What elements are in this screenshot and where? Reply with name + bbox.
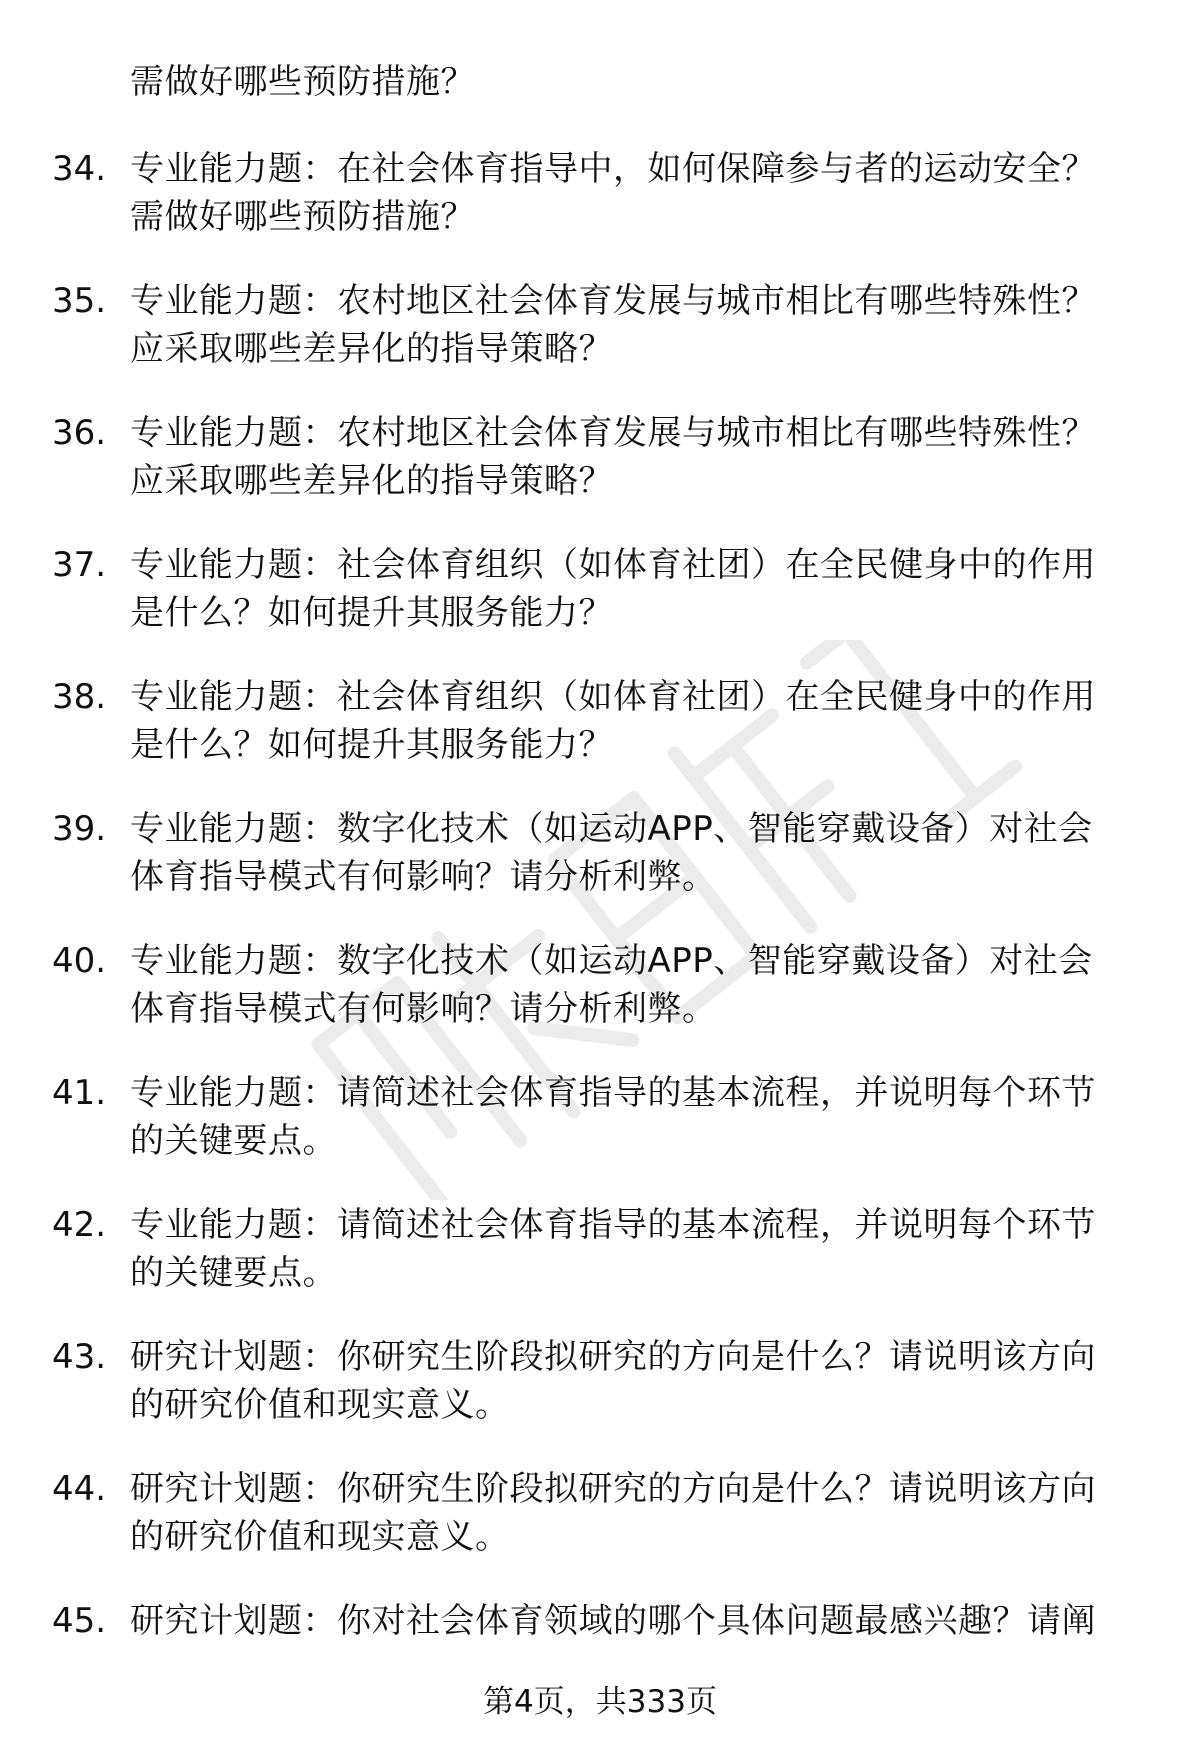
question-text [130, 409, 1140, 505]
question-line: 研究计划题：你对社会体育领域的哪个具体问题最感兴趣？请阐 [130, 1601, 1096, 1641]
question-line: 专业能力题：数字化技术（如运动APP、智能穿戴设备）对社会 [130, 809, 1093, 849]
question-number: 43. [52, 1337, 107, 1377]
question-text [130, 1465, 1140, 1561]
question-line: 是什么？如何提升其服务能力？ [130, 593, 613, 633]
question-line: 的研究价值和现实意义。 [130, 1517, 510, 1557]
question-number: 34. [52, 149, 107, 189]
question-line: 专业能力题：在社会体育指导中，如何保障参与者的运动安全？ [130, 149, 1096, 189]
question-item [0, 805, 1200, 937]
question-line: 的研究价值和现实意义。 [130, 1385, 510, 1425]
question-line: 需做好哪些预防措施？ [130, 197, 475, 237]
question-item [0, 1465, 1200, 1597]
question-list [0, 145, 1200, 1729]
question-item [0, 145, 1200, 277]
question-line: 专业能力题：农村地区社会体育发展与城市相比有哪些特殊性？ [130, 281, 1096, 321]
question-line: 研究计划题：你研究生阶段拟研究的方向是什么？请说明该方向 [130, 1337, 1096, 1377]
question-line: 体育指导模式有何影响？请分析利弊。 [130, 989, 717, 1029]
question-item [0, 1333, 1200, 1465]
question-text [130, 1069, 1140, 1165]
page-footer: 第4页，共333页 [483, 1684, 717, 1720]
question-item [0, 673, 1200, 805]
question-line: 是什么？如何提升其服务能力？ [130, 725, 613, 765]
question-item [0, 541, 1200, 673]
question-number: 42. [52, 1205, 107, 1245]
question-number: 44. [52, 1469, 107, 1509]
question-line: 应采取哪些差异化的指导策略？ [130, 329, 613, 369]
question-number: 40. [52, 941, 107, 981]
question-item [0, 937, 1200, 1069]
question-number: 37. [52, 545, 107, 585]
question-text [130, 1597, 1140, 1645]
question-text [130, 277, 1140, 373]
question-number: 36. [52, 413, 107, 453]
question-item [0, 1201, 1200, 1333]
question-item [0, 409, 1200, 541]
question-line: 专业能力题：数字化技术（如运动APP、智能穿戴设备）对社会 [130, 941, 1093, 981]
question-number: 35. [52, 281, 107, 321]
question-line: 的关键要点。 [130, 1253, 337, 1293]
question-line: 专业能力题：社会体育组织（如体育社团）在全民健身中的作用 [130, 677, 1096, 717]
question-item [0, 277, 1200, 409]
question-line: 专业能力题：社会体育组织（如体育社团）在全民健身中的作用 [130, 545, 1096, 585]
question-number: 39. [52, 809, 107, 849]
question-number: 45. [52, 1601, 107, 1641]
continuation-line: 需做好哪些预防措施？ [130, 62, 475, 102]
question-text [130, 1333, 1140, 1429]
question-line: 专业能力题：请简述社会体育指导的基本流程，并说明每个环节 [130, 1073, 1096, 1113]
question-item [0, 1069, 1200, 1201]
question-line: 研究计划题：你研究生阶段拟研究的方向是什么？请说明该方向 [130, 1469, 1096, 1509]
question-line: 体育指导模式有何影响？请分析利弊。 [130, 857, 717, 897]
question-text [130, 673, 1140, 769]
question-line: 专业能力题：请简述社会体育指导的基本流程，并说明每个环节 [130, 1205, 1096, 1245]
question-text [130, 145, 1140, 241]
question-number: 41. [52, 1073, 107, 1113]
question-line: 专业能力题：农村地区社会体育发展与城市相比有哪些特殊性？ [130, 413, 1096, 453]
question-line: 应采取哪些差异化的指导策略？ [130, 461, 613, 501]
question-text [130, 805, 1140, 901]
question-text [130, 937, 1140, 1033]
question-line: 的关键要点。 [130, 1121, 337, 1161]
question-number: 38. [52, 677, 107, 717]
question-text [130, 1201, 1140, 1297]
question-text [130, 541, 1140, 637]
